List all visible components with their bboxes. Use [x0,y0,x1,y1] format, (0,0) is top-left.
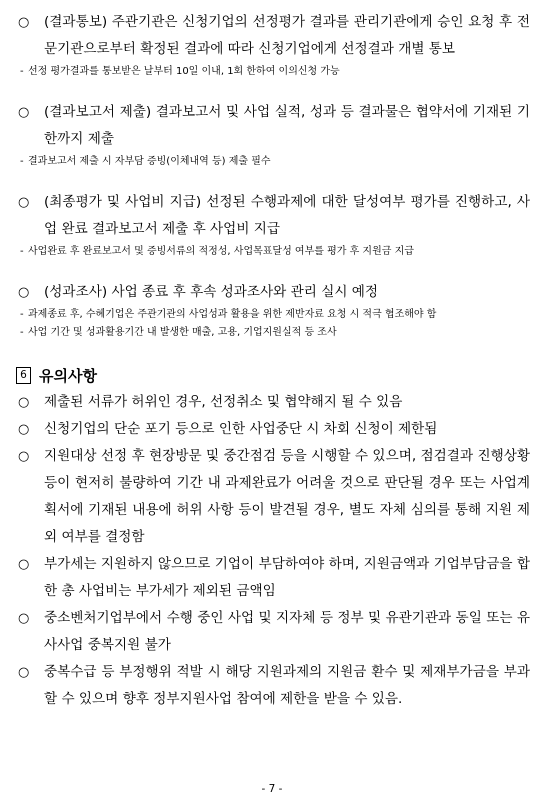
bullet-circle-icon: ○ [18,611,30,626]
dash-icon: - [20,309,24,320]
item-text: (최종평가 및 사업비 지급) 선정된 수행과제에 대한 달성여부 평가를 진행하고, 사업 완료 결과보고서 제출 후 사업비 지급 [44,194,530,237]
caution-item [14,551,530,605]
caution-item [14,659,530,713]
caution-item [14,389,530,416]
note-line [14,243,530,261]
item-result-notice [14,9,530,63]
bullet-circle-icon: ○ [18,285,30,300]
note-line [14,306,530,324]
section-title: 유의사항 [39,366,97,385]
bullet-circle-icon: ○ [18,422,30,437]
item-text: 중소벤처기업부에서 수행 중인 사업 및 지자체 등 정부 및 유관기관과 동일 또는 유사사업 중복지원 불가 [44,610,530,653]
dash-icon: - [20,246,24,257]
item-text: 부가세는 지원하지 않으므로 기업이 부담하여야 하며, 지원금액과 기업부담금을 합한 총 사업비는 부가세가 제외된 금액임 [44,556,530,599]
note-line [14,63,530,81]
item-final-evaluation [14,189,530,243]
section-number-box: 6 [16,367,31,384]
item-performance-survey [14,279,530,306]
item-text: 제출된 서류가 허위인 경우, 선정취소 및 협약해지 될 수 있음 [44,394,403,410]
bullet-circle-icon: ○ [18,395,30,410]
bullet-circle-icon: ○ [18,105,30,120]
section-heading [14,361,530,389]
dash-icon: - [20,156,24,167]
note-text: 결과보고서 제출 시 자부담 증빙(이체내역 등) 제출 필수 [28,156,271,167]
item-report-submission [14,99,530,153]
caution-item [14,443,530,551]
bullet-circle-icon: ○ [18,665,30,680]
note-text: 선정 평가결과를 통보받은 날부터 10일 이내, 1회 한하여 이의신청 가능 [28,66,340,77]
note-line [14,324,530,342]
page-number: - 7 - [261,783,283,795]
bullet-circle-icon: ○ [18,557,30,572]
bullet-circle-icon: ○ [18,449,30,464]
caution-item [14,416,530,443]
note-line [14,153,530,171]
dash-icon: - [20,327,24,338]
note-text: 사업 기간 및 성과활용기간 내 발생한 매출, 고용, 기업지원실적 등 조사 [28,327,337,338]
dash-icon: - [20,66,24,77]
item-text: 지원대상 선정 후 현장방문 및 중간점검 등을 시행할 수 있으며, 점검결과 진행상황 등이 현저히 불량하여 기간 내 과제완료가 어려울 것으로 판단될 경우 또는 사업계획서에 기재된 내용에 허위 사항 등이 발견될 경우, 별도 자체 심의를 통해 지원 제외 여부를 결정함 [44,448,530,545]
note-text: 사업완료 후 완료보고서 및 증빙서류의 적정성, 사업목표달성 여부를 평가 후 지원금 지급 [28,246,414,257]
item-text: (결과보고서 제출) 결과보고서 및 사업 실적, 성과 등 결과물은 협약서에 기재된 기한까지 제출 [44,104,530,147]
caution-item [14,605,530,659]
bullet-circle-icon: ○ [18,195,30,210]
item-text: 신청기업의 단순 포기 등으로 인한 사업중단 시 차회 신청이 제한됨 [44,421,438,437]
item-text: (결과통보) 주관기관은 신청기업의 선정평가 결과를 관리기관에게 승인 요청 후 전문기관으로부터 확정된 결과에 따라 신청기업에게 선정결과 개별 통보 [44,14,530,57]
item-text: 중복수급 등 부정행위 적발 시 해당 지원과제의 지원금 환수 및 제재부가금을 부과할 수 있으며 향후 정부지원사업 참여에 제한을 받을 수 있음. [44,664,530,707]
item-text: (성과조사) 사업 종료 후 후속 성과조사와 관리 실시 예정 [44,284,379,300]
bullet-circle-icon: ○ [18,15,30,30]
note-text: 과제종료 후, 수혜기업은 주관기관의 사업성과 활용을 위한 제반자료 요청 시 적극 협조해야 함 [28,309,437,320]
